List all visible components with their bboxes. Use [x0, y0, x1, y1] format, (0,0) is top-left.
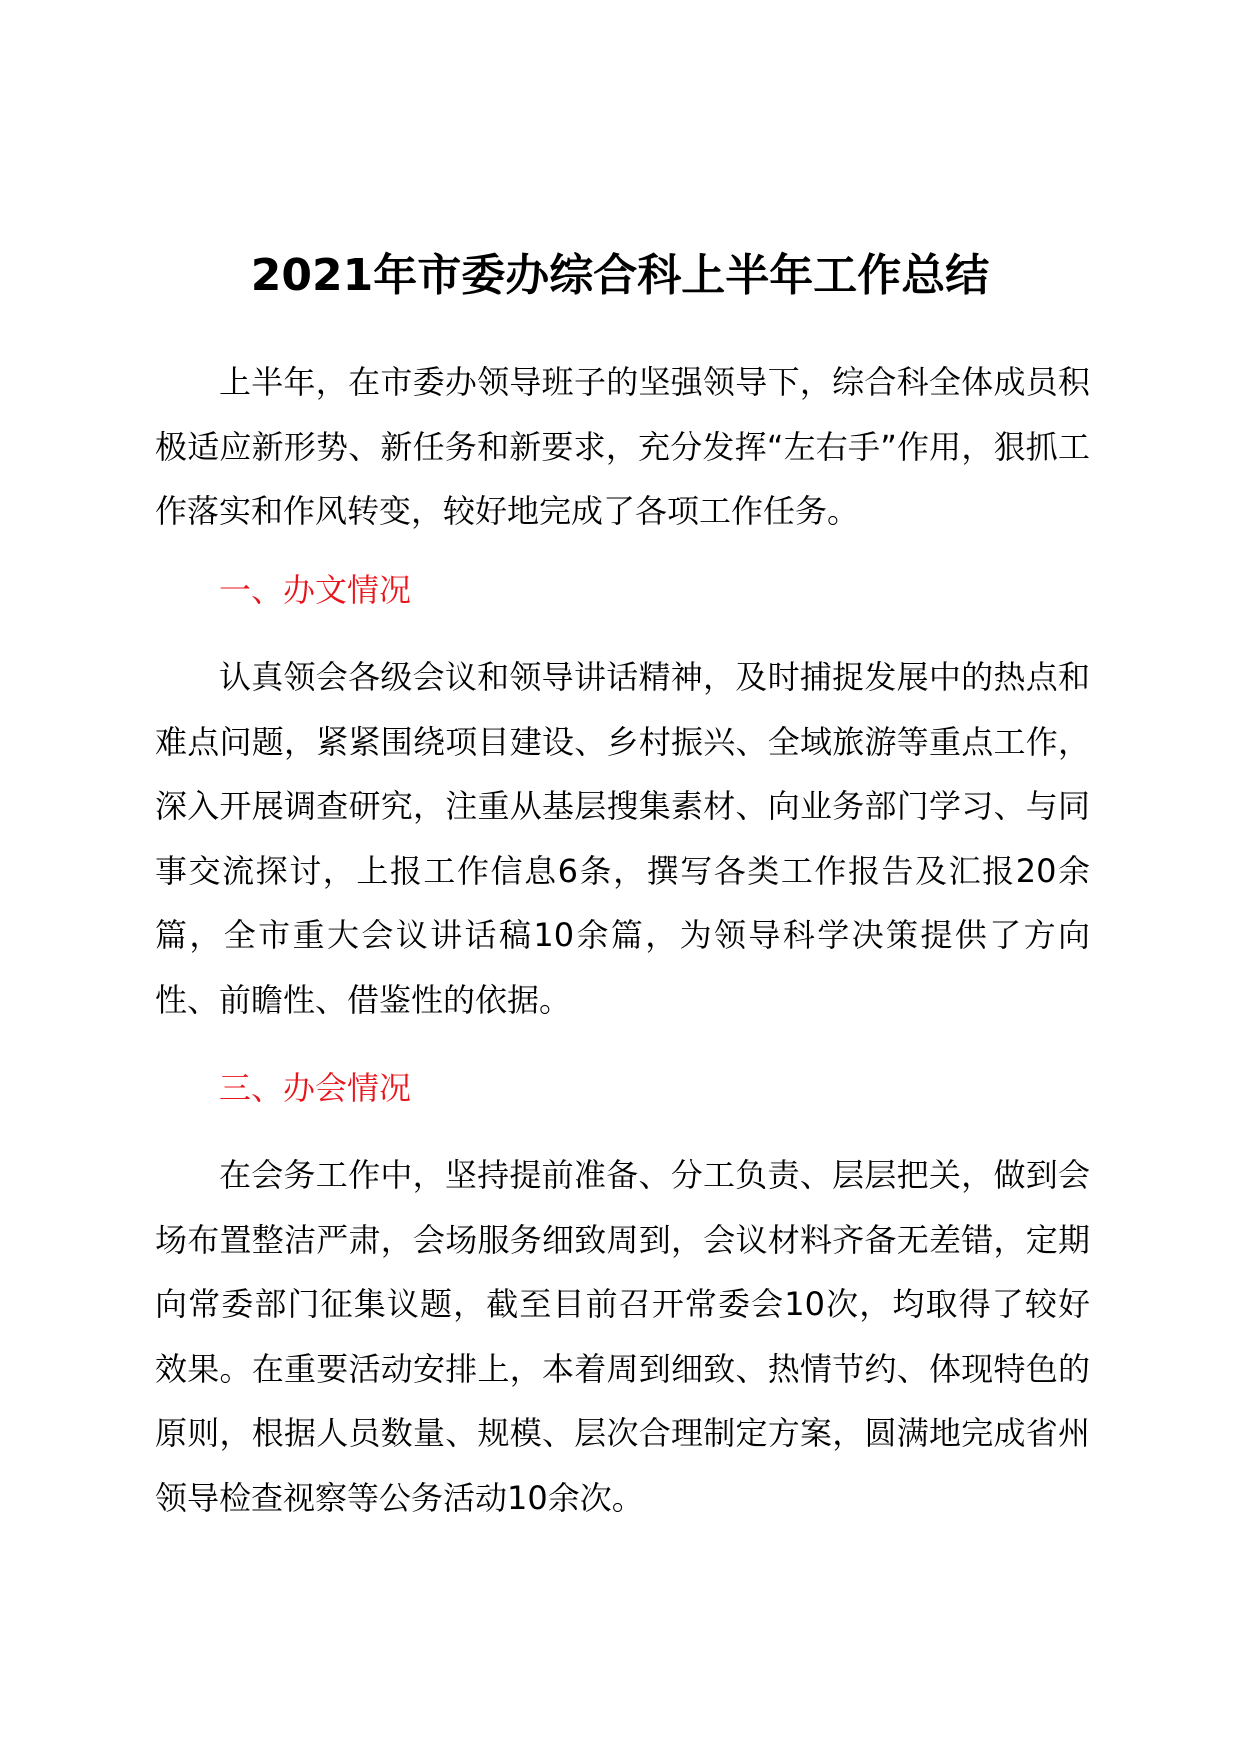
section-body-1: 认真领会各级会议和领导讲话精神，及时捕捉发展中的热点和难点问题，紧紧围绕项目建设、乡村振兴、全域旅游等重点工作，深入开展调查研究，注重从基层搜集素材、向业务部门学习、与同事交流探讨，上报工作信息6条，撰写各类工作报告及汇报20余篇，全市重大会议讲话稿10余篇，为领导科学决策提供了方向性、前瞻性、借鉴性的依据。	[155, 658, 1090, 1019]
section-heading-1: 一、办文情况	[219, 571, 412, 609]
section-heading-2: 三、办会情况	[219, 1069, 412, 1107]
intro-paragraph: 上半年，在市委办领导班子的坚强领导下，综合科全体成员积极适应新形势、新任务和新要求，充分发挥“左右手”作用，狠抓工作落实和作风转变，较好地完成了各项工作任务。	[155, 363, 1090, 530]
section-body-2: 在会务工作中，坚持提前准备、分工负责、层层把关，做到会场布置整洁严肃，会场服务细致周到，会议材料齐备无差错，定期向常委部门征集议题，截至目前召开常委会10次，均取得了较好效果。在重要活动安排上，本着周到细致、热情节约、体现特色的原则，根据人员数量、规模、层次合理制定方案，圆满地完成省州领导检查视察等公务活动10余次。	[155, 1156, 1090, 1517]
document-title: 2021年市委办综合科上半年工作总结	[250, 250, 990, 301]
